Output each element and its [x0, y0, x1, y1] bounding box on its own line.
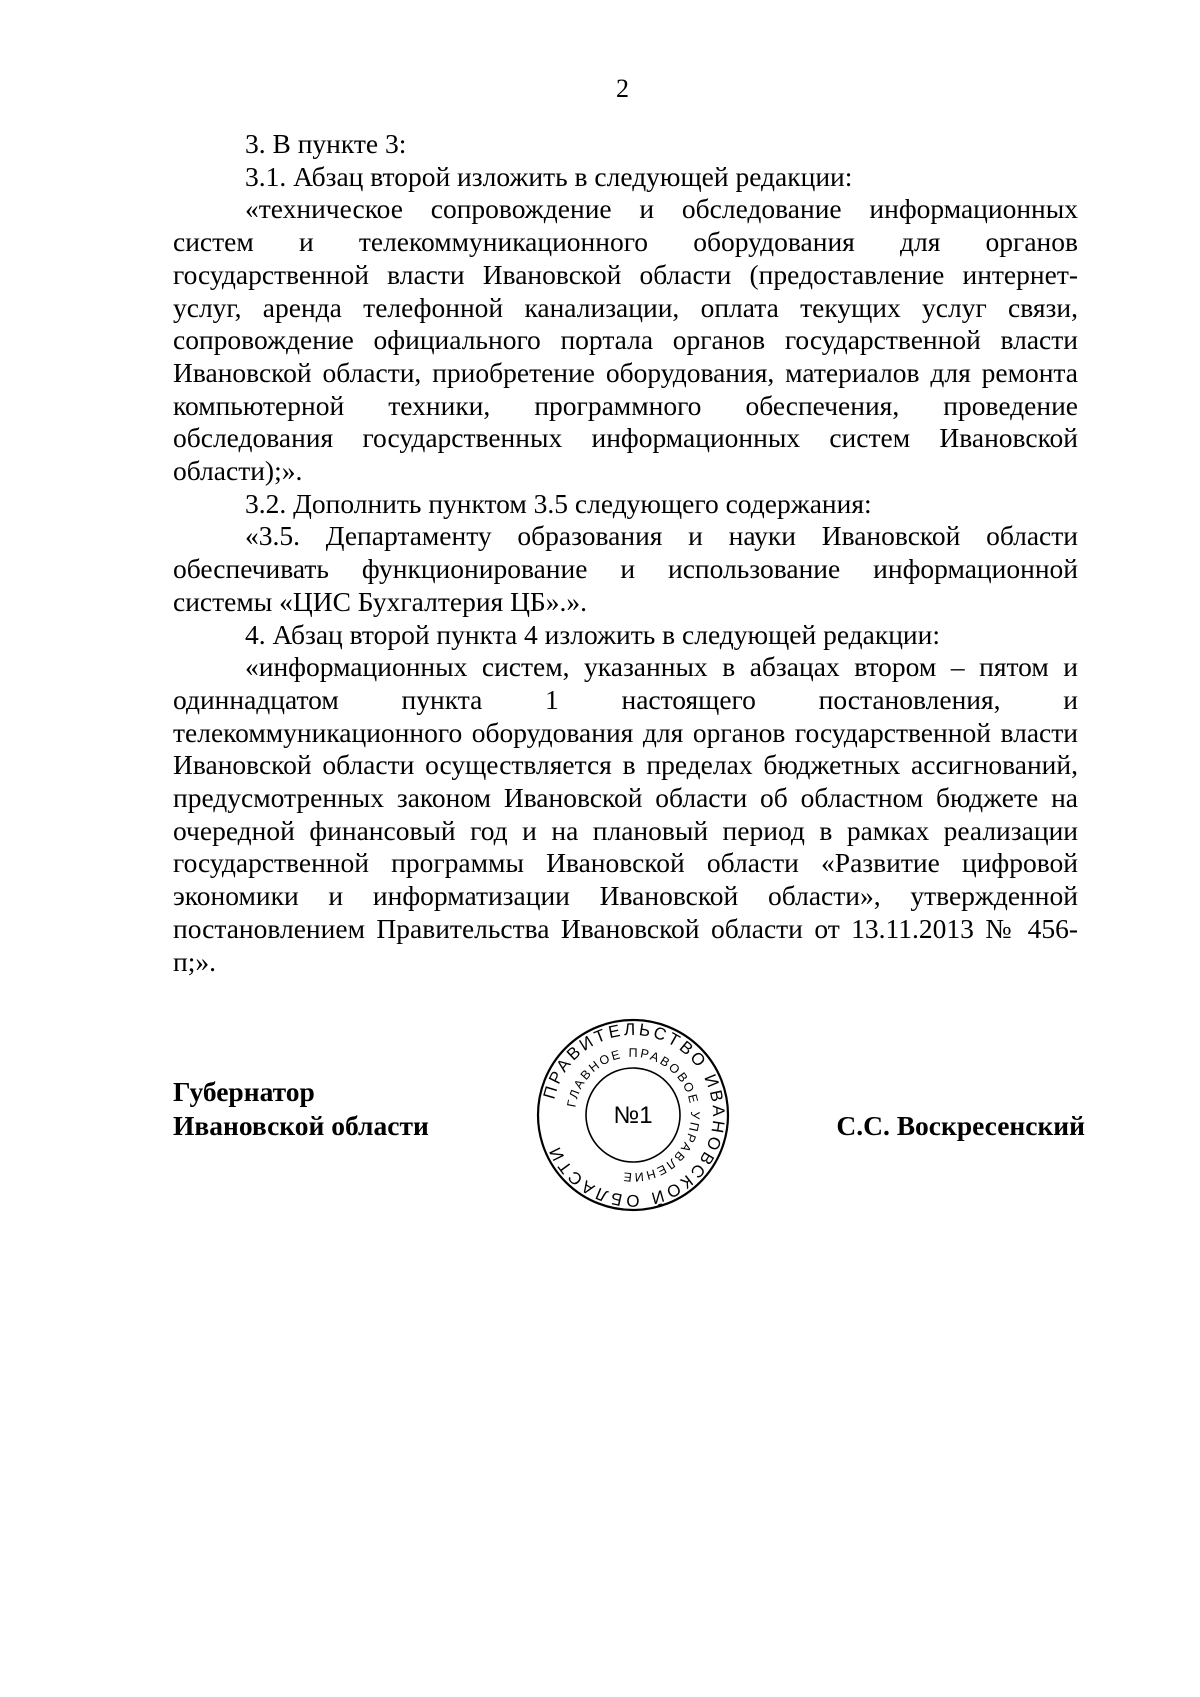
paragraph-item-4: 4. Абзац второй пункта 4 изложить в следующей редакции:	[245, 618, 941, 650]
seal-number: №1	[613, 1102, 653, 1129]
signatory-title-line-2: Ивановской области	[173, 1110, 429, 1141]
paragraph-item-3-1: 3.1. Абзац второй изложить в следующей редакции:	[245, 160, 853, 192]
official-seal-stamp	[533, 1015, 733, 1215]
page-number: 2	[616, 74, 629, 103]
seal-inner-text: ГЛАВНОЕ ПРАВОВОЕ УПРАВЛЕНИЕ	[564, 1045, 703, 1185]
document-body	[173, 128, 1078, 978]
seal-icon	[533, 1015, 733, 1215]
paragraph-quote-information-systems: «информационных систем, указанных в абзацах втором – пятом и одиннадцатом пункта 1 настоящего постановления, и телекоммуникационного оборудования для органов государственной власти Ивановской области осуществляется в пределах бюджетных ассигнований, предусмотренных законом Ивановской области об областном бюджете на очередной финансовый год и на плановый период в рамках реализации государственной программы Ивановской области «Развитие цифровой экономики и информатизации Ивановской области», утвержденной постановлением Правительства Ивановской области от 13.11.2013 № 456-п;».	[173, 651, 1078, 977]
paragraph-item-3-heading: 3. В пункте 3:	[245, 128, 407, 159]
seal-outer-text: ПРАВИТЕЛЬСТВО ИВАНОВСКОЙ ОБЛАСТИ	[539, 1019, 729, 1211]
signatory-title-line-1: Губернатор	[173, 1076, 315, 1107]
paragraph-quote-technical-support: «техническое сопровождение и обследование информационных систем и телекоммуникационного оборудования для органов государственной власти Ивановской области (предоставление интернет-услуг, аренда телефонной канализации, оплата текущих услуг связи, сопровождение официального портала органов государственной власти Ивановской области, приобретение оборудования, материалов для ремонта компьютерной техники, программного обеспечения, проведение обследования государственных информационных систем Ивановской области);».	[173, 193, 1078, 487]
signatory-name: С.С. Воскресенский	[836, 1110, 1085, 1141]
signatory-title	[173, 1075, 429, 1143]
paragraph-quote-3-5: «3.5. Департаменту образования и науки Ивановской области обеспечивать функционирование и использование информационной системы «ЦИС Бухгалтерия ЦБ».».	[173, 520, 1078, 617]
paragraph-item-3-2: 3.2. Дополнить пунктом 3.5 следующего содержания:	[245, 487, 872, 519]
